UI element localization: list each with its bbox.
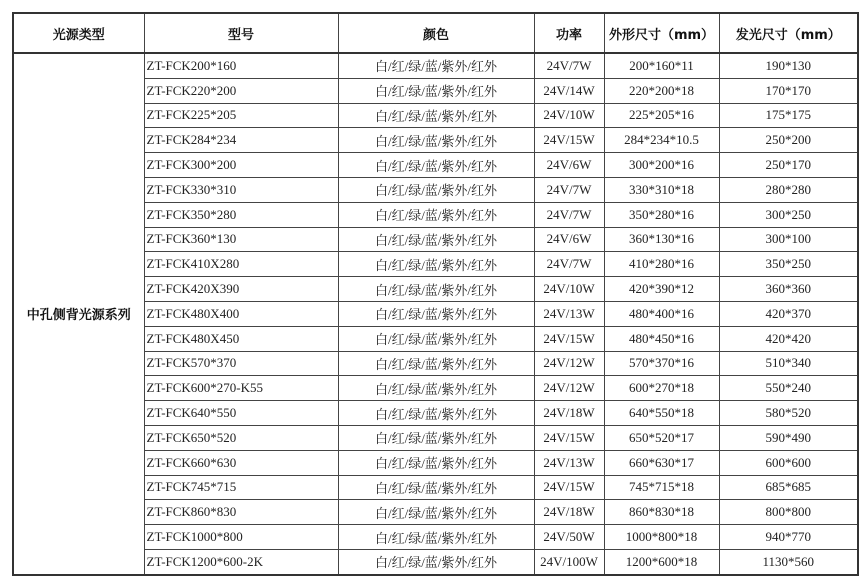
outer-size-cell: 660*630*17 (604, 450, 719, 475)
power-cell: 24V/6W (534, 227, 604, 252)
emitting-size-cell: 300*250 (719, 202, 858, 227)
color-cell: 白/红/绿/蓝/紫外/红外 (338, 53, 534, 78)
emitting-size-cell: 940*770 (719, 525, 858, 550)
power-cell: 24V/15W (534, 326, 604, 351)
header-light-type: 光源类型 (13, 13, 144, 53)
emitting-size-cell: 280*280 (719, 177, 858, 202)
model-cell: ZT-FCK410X280 (144, 252, 338, 277)
model-cell: ZT-FCK640*550 (144, 401, 338, 426)
power-cell: 24V/13W (534, 450, 604, 475)
model-cell: ZT-FCK220*200 (144, 78, 338, 103)
emitting-size-cell: 600*600 (719, 450, 858, 475)
color-cell: 白/红/绿/蓝/紫外/红外 (338, 153, 534, 178)
header-emitting-size: 发光尺寸（mm） (719, 13, 858, 53)
power-cell: 24V/13W (534, 301, 604, 326)
emitting-size-cell: 420*420 (719, 326, 858, 351)
emitting-size-cell: 175*175 (719, 103, 858, 128)
color-cell: 白/红/绿/蓝/紫外/红外 (338, 252, 534, 277)
color-cell: 白/红/绿/蓝/紫外/红外 (338, 78, 534, 103)
header-row (13, 13, 858, 53)
emitting-size-cell: 550*240 (719, 376, 858, 401)
model-cell: ZT-FCK200*160 (144, 53, 338, 78)
emitting-size-cell: 170*170 (719, 78, 858, 103)
model-cell: ZT-FCK480X400 (144, 301, 338, 326)
emitting-size-cell: 510*340 (719, 351, 858, 376)
model-cell: ZT-FCK330*310 (144, 177, 338, 202)
header-outer-size: 外形尺寸（mm） (604, 13, 719, 53)
color-cell: 白/红/绿/蓝/紫外/红外 (338, 301, 534, 326)
outer-size-cell: 745*715*18 (604, 475, 719, 500)
emitting-size-cell: 300*100 (719, 227, 858, 252)
outer-size-cell: 284*234*10.5 (604, 128, 719, 153)
color-cell: 白/红/绿/蓝/紫外/红外 (338, 128, 534, 153)
emitting-size-cell: 1130*560 (719, 549, 858, 574)
emitting-size-cell: 590*490 (719, 425, 858, 450)
power-cell: 24V/10W (534, 103, 604, 128)
outer-size-cell: 480*400*16 (604, 301, 719, 326)
model-cell: ZT-FCK360*130 (144, 227, 338, 252)
outer-size-cell: 570*370*16 (604, 351, 719, 376)
power-cell: 24V/14W (534, 78, 604, 103)
color-cell: 白/红/绿/蓝/紫外/红外 (338, 525, 534, 550)
outer-size-cell: 350*280*16 (604, 202, 719, 227)
emitting-size-cell: 360*360 (719, 277, 858, 302)
outer-size-cell: 650*520*17 (604, 425, 719, 450)
power-cell: 24V/7W (534, 202, 604, 227)
model-cell: ZT-FCK225*205 (144, 103, 338, 128)
header-color: 颜色 (338, 13, 534, 53)
power-cell: 24V/18W (534, 500, 604, 525)
model-cell: ZT-FCK660*630 (144, 450, 338, 475)
power-cell: 24V/7W (534, 53, 604, 78)
color-cell: 白/红/绿/蓝/紫外/红外 (338, 351, 534, 376)
model-cell: ZT-FCK570*370 (144, 351, 338, 376)
color-cell: 白/红/绿/蓝/紫外/红外 (338, 177, 534, 202)
model-cell: ZT-FCK1000*800 (144, 525, 338, 550)
power-cell: 24V/6W (534, 153, 604, 178)
model-cell: ZT-FCK745*715 (144, 475, 338, 500)
color-cell: 白/红/绿/蓝/紫外/红外 (338, 227, 534, 252)
power-cell: 24V/15W (534, 475, 604, 500)
outer-size-cell: 600*270*18 (604, 376, 719, 401)
outer-size-cell: 1000*800*18 (604, 525, 719, 550)
outer-size-cell: 220*200*18 (604, 78, 719, 103)
model-cell: ZT-FCK480X450 (144, 326, 338, 351)
color-cell: 白/红/绿/蓝/紫外/红外 (338, 326, 534, 351)
color-cell: 白/红/绿/蓝/紫外/红外 (338, 425, 534, 450)
outer-size-cell: 300*200*16 (604, 153, 719, 178)
emitting-size-cell: 800*800 (719, 500, 858, 525)
emitting-size-cell: 420*370 (719, 301, 858, 326)
model-cell: ZT-FCK860*830 (144, 500, 338, 525)
outer-size-cell: 410*280*16 (604, 252, 719, 277)
outer-size-cell: 1200*600*18 (604, 549, 719, 574)
color-cell: 白/红/绿/蓝/紫外/红外 (338, 500, 534, 525)
model-cell: ZT-FCK350*280 (144, 202, 338, 227)
model-cell: ZT-FCK600*270-K55 (144, 376, 338, 401)
emitting-size-cell: 580*520 (719, 401, 858, 426)
series-name-cell: 中孔侧背光源系列 (13, 53, 144, 575)
color-cell: 白/红/绿/蓝/紫外/红外 (338, 277, 534, 302)
color-cell: 白/红/绿/蓝/紫外/红外 (338, 450, 534, 475)
color-cell: 白/红/绿/蓝/紫外/红外 (338, 401, 534, 426)
emitting-size-cell: 190*130 (719, 53, 858, 78)
emitting-size-cell: 350*250 (719, 252, 858, 277)
outer-size-cell: 225*205*16 (604, 103, 719, 128)
color-cell: 白/红/绿/蓝/紫外/红外 (338, 475, 534, 500)
header-power: 功率 (534, 13, 604, 53)
emitting-size-cell: 250*170 (719, 153, 858, 178)
emitting-size-cell: 250*200 (719, 128, 858, 153)
power-cell: 24V/7W (534, 177, 604, 202)
power-cell: 24V/15W (534, 128, 604, 153)
outer-size-cell: 360*130*16 (604, 227, 719, 252)
color-cell: 白/红/绿/蓝/紫外/红外 (338, 202, 534, 227)
model-cell: ZT-FCK420X390 (144, 277, 338, 302)
power-cell: 24V/10W (534, 277, 604, 302)
power-cell: 24V/15W (534, 425, 604, 450)
emitting-size-cell: 685*685 (719, 475, 858, 500)
power-cell: 24V/18W (534, 401, 604, 426)
color-cell: 白/红/绿/蓝/紫外/红外 (338, 549, 534, 574)
power-cell: 24V/50W (534, 525, 604, 550)
color-cell: 白/红/绿/蓝/紫外/红外 (338, 103, 534, 128)
outer-size-cell: 860*830*18 (604, 500, 719, 525)
outer-size-cell: 480*450*16 (604, 326, 719, 351)
color-cell: 白/红/绿/蓝/紫外/红外 (338, 376, 534, 401)
model-cell: ZT-FCK650*520 (144, 425, 338, 450)
power-cell: 24V/12W (534, 351, 604, 376)
model-cell: ZT-FCK300*200 (144, 153, 338, 178)
power-cell: 24V/7W (534, 252, 604, 277)
table-row (13, 53, 858, 78)
outer-size-cell: 330*310*18 (604, 177, 719, 202)
power-cell: 24V/100W (534, 549, 604, 574)
outer-size-cell: 200*160*11 (604, 53, 719, 78)
model-cell: ZT-FCK1200*600-2K (144, 549, 338, 574)
product-spec-table (12, 12, 859, 576)
power-cell: 24V/12W (534, 376, 604, 401)
outer-size-cell: 640*550*18 (604, 401, 719, 426)
model-cell: ZT-FCK284*234 (144, 128, 338, 153)
header-model: 型号 (144, 13, 338, 53)
outer-size-cell: 420*390*12 (604, 277, 719, 302)
